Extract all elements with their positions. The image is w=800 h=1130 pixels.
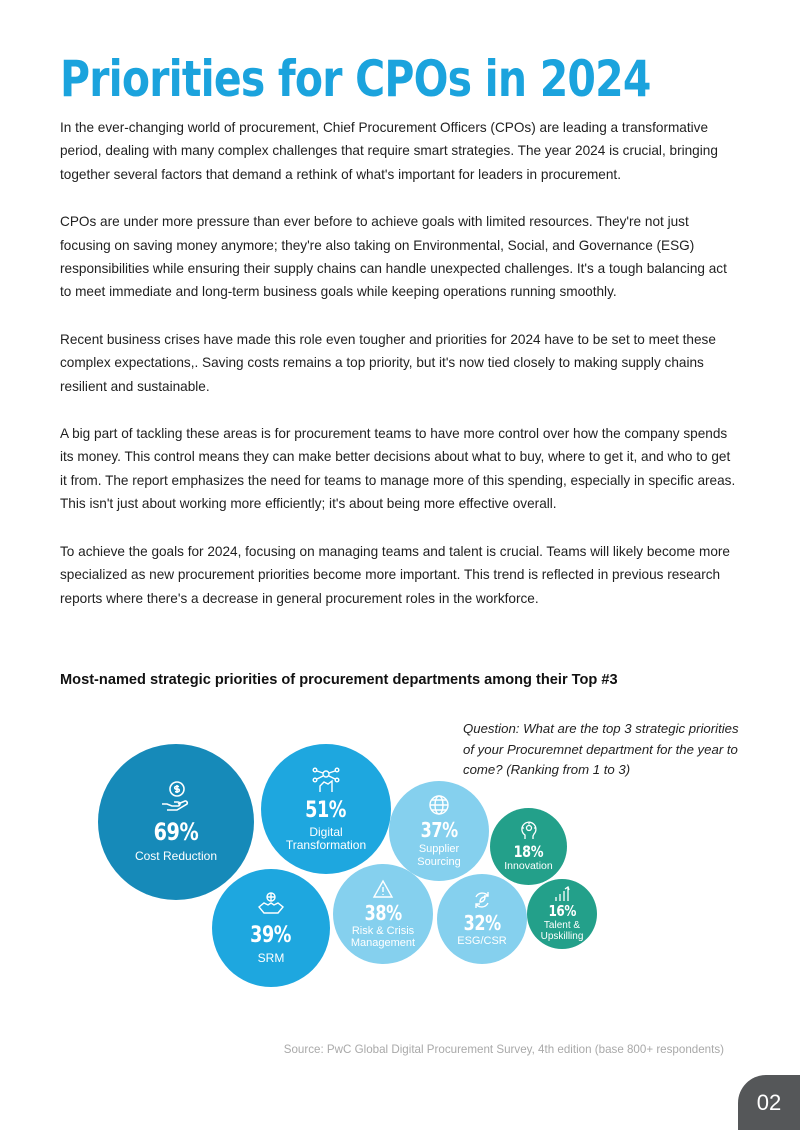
- bubble-esg-csr: [437, 874, 527, 964]
- bubble-innovation: [490, 808, 567, 885]
- bubble-label: Digital Transformation: [285, 824, 367, 852]
- paragraph: To achieve the goals for 2024, focusing on managing teams and talent is crucial. Teams will likely become more specialized as new procurement priorities become more important. This trend is reflected in previous research reports where there's a decrease in general procurement roles in the workforce.: [60, 543, 730, 606]
- bubble-digital-transformation: [261, 744, 391, 874]
- bubble-supplier-sourcing: [389, 781, 489, 881]
- warning-icon: [372, 879, 394, 899]
- bubble-label: Risk & Crisis Management: [350, 924, 416, 949]
- bubble-srm: [212, 869, 330, 987]
- bubble-chart: [0, 700, 800, 1020]
- survey-question: Question: What are the top 3 strategic priorities of your Procuremnet department for the year to come? (Ranking from 1 to 3): [463, 721, 739, 777]
- bubble-label: ESG/CSR: [457, 935, 507, 948]
- bubble-value: 39%: [250, 922, 292, 948]
- bubble-value: 18%: [513, 841, 544, 861]
- growth-chart-icon: [554, 886, 570, 902]
- money-hand-icon: [159, 780, 193, 814]
- bubble-label: Cost Reduction: [134, 849, 218, 864]
- bubble-value: 32%: [463, 911, 501, 936]
- bubble-label: Talent & Upskilling: [540, 920, 584, 942]
- paragraph: A big part of tackling these areas is for procurement teams to have more control over how the company spends its money. This control means they can make better decisions about what to buy, where to get it, and who to get it from. The report emphasizes the need for teams to manage more of this spending, especially in specific areas. This isn't just about working more efficiently; it's about being more effective overall.: [60, 426, 736, 512]
- bubble-value: 38%: [364, 900, 402, 925]
- page-title: Priorities for CPOs in 2024: [60, 50, 651, 108]
- chart-title: Most-named strategic priorities of procurement departments among their Top #3: [60, 672, 618, 688]
- paragraph: Recent business crises have made this role even tougher and priorities for 2024 have to be set to meet these complex expectations,. Saving costs remains a top priority, but it's now tied closely to making supply chains resilient and sustainable.: [60, 331, 716, 394]
- paragraph: In the ever-changing world of procurement, Chief Procurement Officers (CPOs) are leading a transformative period, dealing with many complex challenges that require smart strategies. The year 2024 is crucial, bringing together several factors that demand a rethink of what's important for leaders in procurement.: [60, 120, 718, 182]
- globe-icon: [428, 794, 450, 816]
- page-number: 02: [738, 1075, 800, 1130]
- network-hand-icon: [311, 766, 341, 794]
- bubble-value: 69%: [153, 818, 199, 847]
- bubble-label: Supplier Sourcing: [417, 843, 461, 868]
- body-text: [60, 116, 740, 634]
- bubble-label: Innovation: [504, 859, 553, 872]
- handshake-icon: [257, 891, 285, 917]
- bubble-talent-upskilling: [527, 879, 597, 949]
- paragraph: CPOs are under more pressure than ever before to achieve goals with limited resources. They're not just focusing on saving money anymore; they're also taking on Environmental, Social, and Governance (ESG) responsibilities while ensuring their supply chains can handle unexpected challenges. It's a tough balancing act to meet immediate and long-term business goals while keeping operations running smoothly.: [60, 214, 727, 300]
- source-note: Source: PwC Global Digital Procurement Survey, 4th edition (base 800+ respondents): [283, 1043, 724, 1056]
- bubble-value: 16%: [548, 902, 576, 920]
- bubble-value: 37%: [420, 818, 458, 843]
- lightbulb-head-icon: [519, 821, 539, 841]
- bubble-value: 51%: [305, 797, 347, 823]
- bubble-risk-crisis: [333, 864, 433, 964]
- bubble-cost-reduction: [98, 744, 254, 900]
- recycle-leaf-icon: [472, 890, 492, 910]
- bubble-label: SRM: [257, 950, 285, 965]
